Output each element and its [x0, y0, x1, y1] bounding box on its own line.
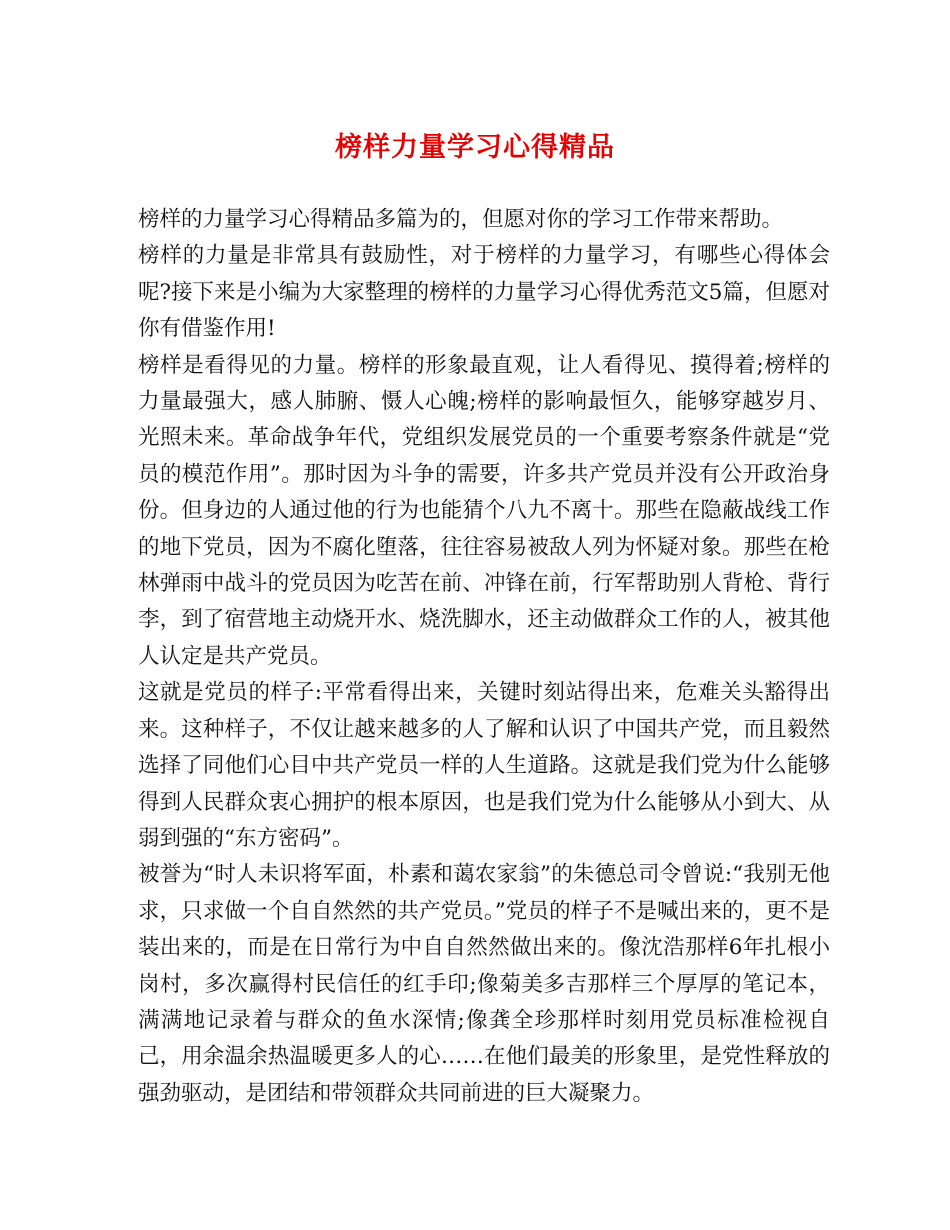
document-title: 榜样力量学习心得精品	[335, 132, 615, 163]
document-body	[138, 202, 830, 1112]
paragraph-party-member-image: 这就是党员的样子:平常看得出来，关键时刻站得出来，危难关头豁得出来。这种样子，不仅让越来越多的人了解和认识了中国共产党，而且毅然选择了同他们心目中共产党员一样的人生道路。这就是我们党为什么能够得到人民群众衷心拥护的根本原因，也是我们党为什么能够从小到大、从弱到强的“东方密码”。	[138, 680, 830, 851]
paragraph-zhu-de: 被誉为“时人未识将军面，朴素和蔼农家翁”的朱德总司令曾说:“我别无他求，只求做一个自自然然的共产党员。”党员的样子不是喊出来的，更不是装出来的，而是在日常行为中自自然然做出来的。像沈浩那样6年扎根小岗村，多次赢得村民信任的红手印;像菊美多吉那样三个厚厚的笔记本，满满地记录着与群众的鱼水深情;像龚全珍那样时刻用党员标准检视自己，用余温余热温暖更多人的心……在他们最美的形象里，是党性释放的强劲驱动，是团结和带领群众共同前进的巨大凝聚力。	[138, 862, 830, 1106]
paragraph-intro: 榜样的力量学习心得精品多篇为的，但愿对你的学习工作带来帮助。	[138, 207, 784, 232]
paragraph-lead: 榜样的力量是非常具有鼓励性，对于榜样的力量学习，有哪些心得体会呢?接下来是小编为大家整理的榜样的力量学习心得优秀范文5篇，但愿对你有借鉴作用!	[138, 243, 830, 342]
paragraph-role-model: 榜样是看得见的力量。榜样的形象最直观，让人看得见、摸得着;榜样的力量最强大，感人肺腑、慑人心魄;榜样的影响最恒久，能够穿越岁月、光照未来。革命战争年代，党组织发展党员的一个重要考察条件就是“党员的模范作用”。那时因为斗争的需要，许多共产党员并没有公开政治身份。但身边的人通过他的行为也能猜个八九不离十。那些在隐蔽战线工作的地下党员，因为不腐化堕落，往往容易被敌人列为怀疑对象。那些在枪林弹雨中战斗的党员因为吃苦在前、冲锋在前，行军帮助别人背枪、背行李，到了宿营地主动烧开水、烧洗脚水，还主动做群众工作的人，被其他人认定是共产党员。	[138, 352, 830, 669]
